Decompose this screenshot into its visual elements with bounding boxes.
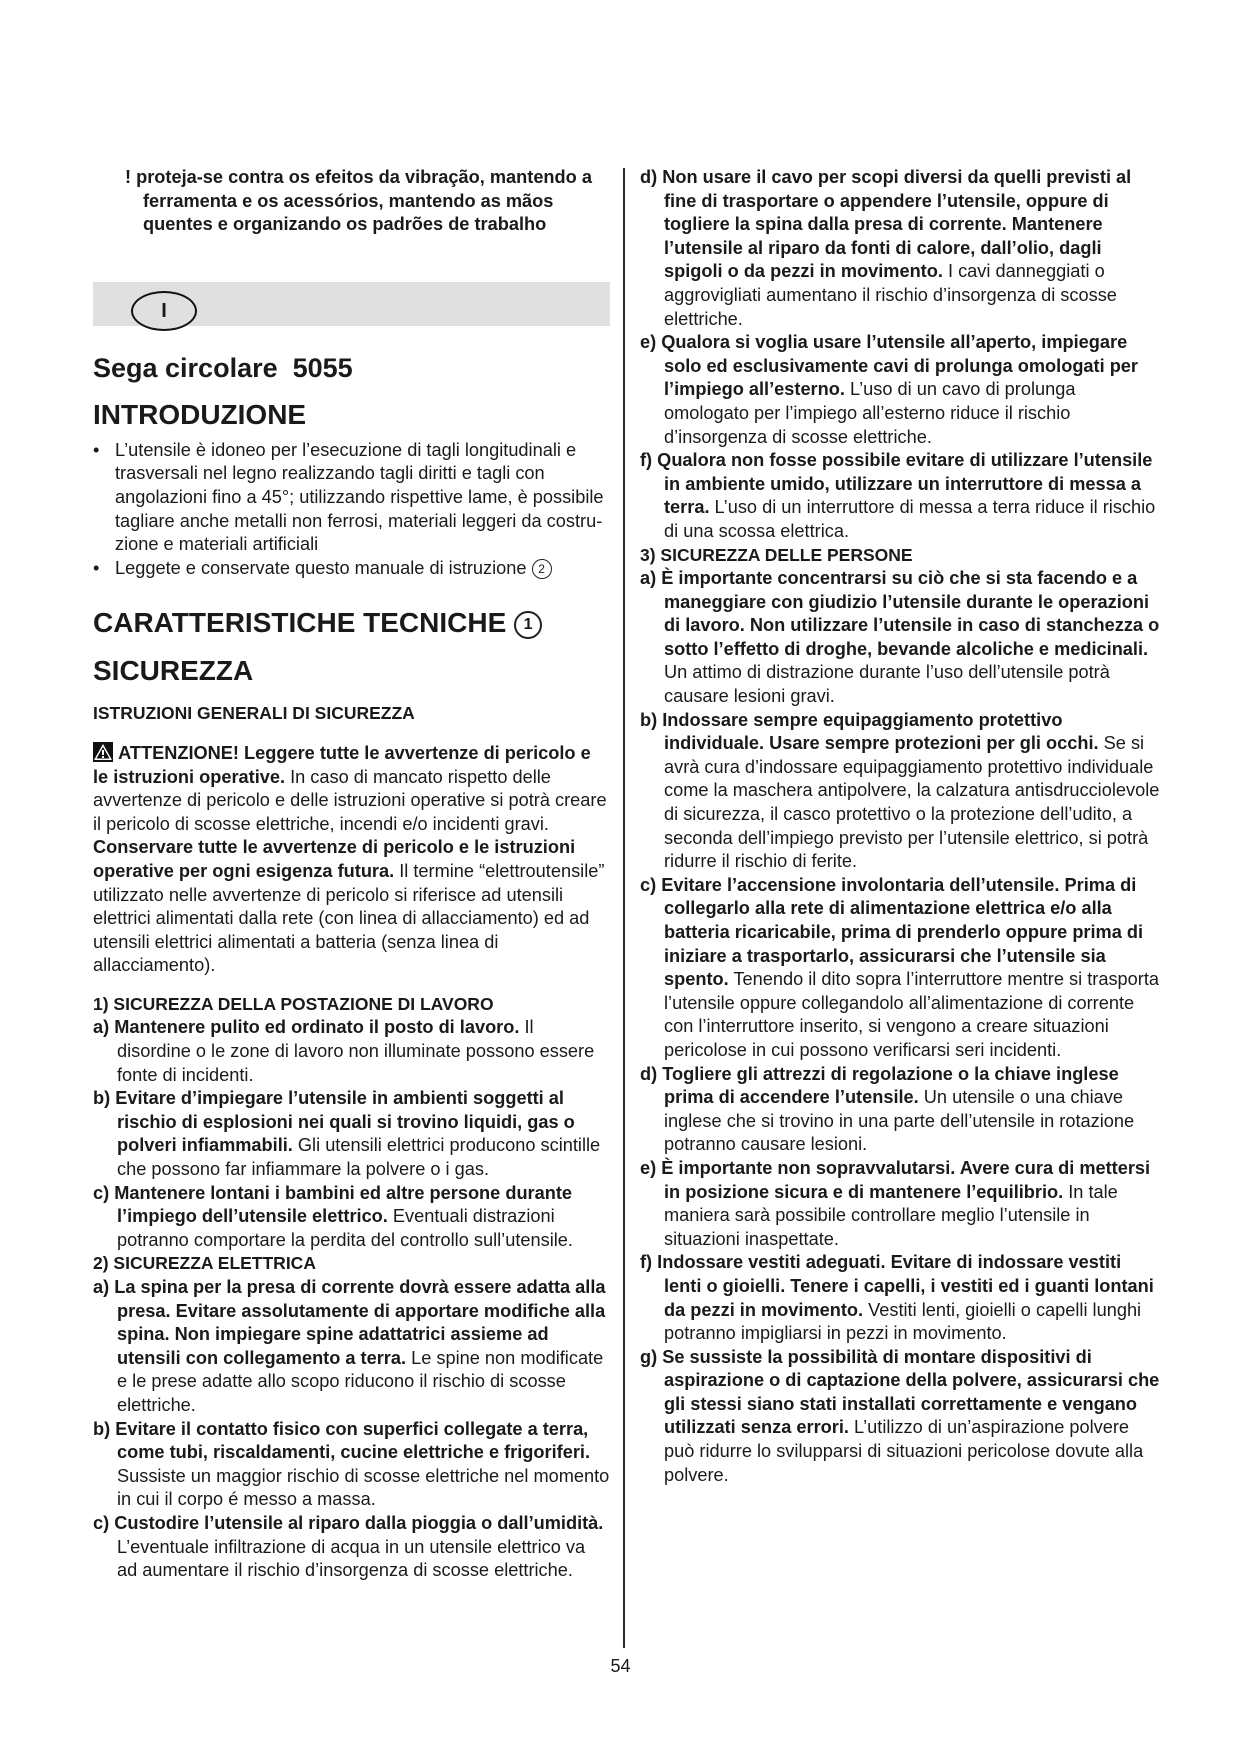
right-column [640, 166, 1160, 1487]
safety-heading: SICUREZZA [93, 655, 254, 687]
sec1-item: c) Mantenere lontani i bambini ed altre persone durante l’impiego dell’utensile elettrico. Eventuali distrazioni potranno comportare la perdita del controllo sull’utensile. [93, 1182, 573, 1250]
sec3-heading: 3) SICUREZZA DELLE PERSONE [640, 544, 913, 565]
figure-ref-1: 1 [514, 611, 542, 639]
sec2-item: b) Evitare il contatto fisico con superfici collegate a terra, come tubi, riscaldamenti, cucine elettriche e frigoriferi. Sussiste un maggior rischio di scosse elettriche nel momento in cui il corpo é messo a massa. [93, 1418, 610, 1510]
sec2-item: f) Qualora non fosse possibile evitare di utilizzare l’utensile in ambiente umido, utilizzare un interruttore di messa a terra. L’uso di un interruttore di messa a terra riduce il rischio di una scossa elettrica. [640, 450, 1156, 541]
sec2-item: c) Custodire l’utensile al riparo dalla pioggia o dall’umidità. L’eventuale infiltrazione di acqua in un utensile elettrico va ad aumentare il rischio d’insorgenza di scosse elettriche. [93, 1512, 604, 1581]
sec1-item: b) Evitare d’impiegare l’utensile in ambienti soggetti al rischio di esplosioni nei quali si trovino liquidi, gas o polveri infiammabili. Gli utensili elettrici producono scintille che possono far infiammare la polvere o i gas. [93, 1088, 601, 1180]
sec2-item: d) Non usare il cavo per scopi diversi da quelli previsti al fine di trasportare o appendere l’utensile, oppure di togliere la spina dalla presa di corrente. Mantenere l’utensile al riparo da fonti di calore, dall’olio, dagli spigoli o da pezzi in movimento. I cavi danneggiati o aggrovigliati aumentano il rischio d’insorgenza di scosse elettriche. [640, 167, 1132, 329]
sec3-item: b) Indossare sempre equipaggiamento protettivo individuale. Usare sempre protezioni per gli occhi. Se si avrà cura d’indossare equipaggiamento protettivo individuale come la maschera antipolvere, la calzatura antisdrucciolevole di sicurezza, il casco protettivo o la protezione dell’udito, a seconda dell’impiego previsto per l’utensile elettrico, si potrà ridurre il rischio di ferite. [640, 709, 1160, 872]
sec3-item: c) Evitare l’accensione involontaria dell’utensile. Prima di collegarlo alla rete di alimentazione elettrica e/o alla batteria ricaricabile, prima di prenderlo oppure prima di iniziare a trasportarlo, assicurarsi che l’utensile sia spento. Tenendo il dito sopra l’interruttore mentre si trasporta l’utensile oppure collegandolo all’alimentazione di corrente con l’interruttore inserito, si vengono a creare situazioni pericolose in cui possono verificarsi seri incidenti. [640, 874, 1159, 1060]
sec3-item: e) È importante non sopravvalutarsi. Avere cura di mettersi in posizione sicura e di mantenere l’equilibrio. In tale maniera sarà possibile controllare meglio l’utensile in situazioni inaspettate. [640, 1157, 1151, 1249]
specs-heading: CARATTERISTICHE TECNICHE 1 [93, 606, 610, 640]
sec3-item: f) Indossare vestiti adeguati. Evitare di indossare vestiti lenti o gioielli. Tenere i capelli, i vestiti ed i guanti lontani da pezzi in movimento. Vestiti lenti, gioielli o capelli lunghi potranno impigliarsi in pezzi in movimento. [640, 1252, 1154, 1344]
sec3-item: d) Togliere gli attrezzi di regolazione o la chiave inglese prima di accendere l’utensile. Un utensile o una chiave inglese che si trovino in una parte dell’utensile in rotazione potranno causare lesioni. [640, 1063, 1135, 1155]
general-safety-heading: ISTRUZIONI GENERALI DI SICUREZZA [93, 703, 415, 724]
sec2-item: a) La spina per la presa di corrente dovrà essere adatta alla presa. Evitare assolutamente di apportare modifiche alla spina. Non impiegare spine adattatrici assieme ad utensili con collegamento a terra. Le spine non modificate e le prese adatte allo scopo riducono il rischio di scosse elettriche. [93, 1277, 606, 1415]
sec1-item: a) Mantenere pulito ed ordinato il posto di lavoro. Il disordine o le zone di lavoro non illuminate possono essere fonte di incidenti. [93, 1017, 595, 1085]
column-divider [623, 168, 625, 1648]
attention-paragraph: ATTENZIONE! Leggere tutte le avvertenze di pericolo e le istruzioni operative. In caso di mancato rispetto delle avvertenze di pericolo e delle istruzioni operative si potrà creare il pericolo di scosse elettriche, incendi e/o incidenti gravi. Conservare tutte le avvertenze di pericolo e le istruzioni operative per ogni esigenza futura. Il termine “elettroutensile” utilizzato nelle avvertenze di pericolo si riferisce ad utensili elettrici alimentati dalla rete (con linea di allacciamento) ed ad utensili elettrici alimentati a batteria (senza linea di allacciamento). [93, 742, 607, 976]
figure-ref-2: 2 [532, 559, 552, 579]
warning-icon [93, 742, 113, 762]
sec1-heading: 1) SICUREZZA DELLA POSTAZIONE DI LAVORO [93, 993, 494, 1014]
sec2-heading: 2) SICUREZZA ELETTRICA [93, 1253, 316, 1274]
intro-bullet: • Leggete e conservate questo manuale di istruzione 2 [93, 557, 610, 581]
left-column [93, 166, 610, 1583]
language-bar [93, 282, 610, 326]
sec3-item: g) Se sussiste la possibilità di montare dispositivi di aspirazione o di captazione della polvere, assicurarsi che gli stessi siano stati installati correttamente e vengano utilizzati senza errori. L’utilizzo di un’aspirazione polvere può ridurre lo svilupparsi di situazioni pericolose dovute alla polvere. [640, 1346, 1160, 1485]
pt-vibration-warning: ! proteja-se contra os efeitos da vibração, mantendo a ferramenta e os acessórios, mantendo as mãos quentes e organizando os padrões de trabalho [125, 167, 592, 235]
intro-bullet: • L’utensile è idoneo per l’esecuzione di tagli longitudinali e trasversali nel legno realizzando tagli diritti e tagli con angolazioni fino a 45°; utilizzando rispettive lame, è possibile tagliare anche metalli non ferrosi, materiali leggeri da costru-zione e materiali artificiali [93, 439, 604, 555]
intro-heading: INTRODUZIONE [93, 398, 307, 430]
page-number: 54 [610, 1656, 631, 1676]
product-title: Sega circolare 5055 [93, 352, 353, 383]
sec2-item: e) Qualora si voglia usare l’utensile all’aperto, impiegare solo ed esclusivamente cavi di prolunga omologati per l’impiego all’esterno. L’uso di un cavo di prolunga omologato per l’impiego all’esterno riduce il rischio d’insorgenza di scosse elettriche. [640, 332, 1139, 447]
language-badge: I [131, 291, 197, 331]
sec3-item: a) È importante concentrarsi su ciò che si sta facendo e a maneggiare con giudizio l’utensile durante le operazioni di lavoro. Non utilizzare l’utensile in caso di stanchezza o sotto l’effetto di droghe, bevande alcoliche e medicinali. Un attimo di distrazione durante l’uso dell’utensile potrà causare lesioni gravi. [640, 568, 1160, 707]
